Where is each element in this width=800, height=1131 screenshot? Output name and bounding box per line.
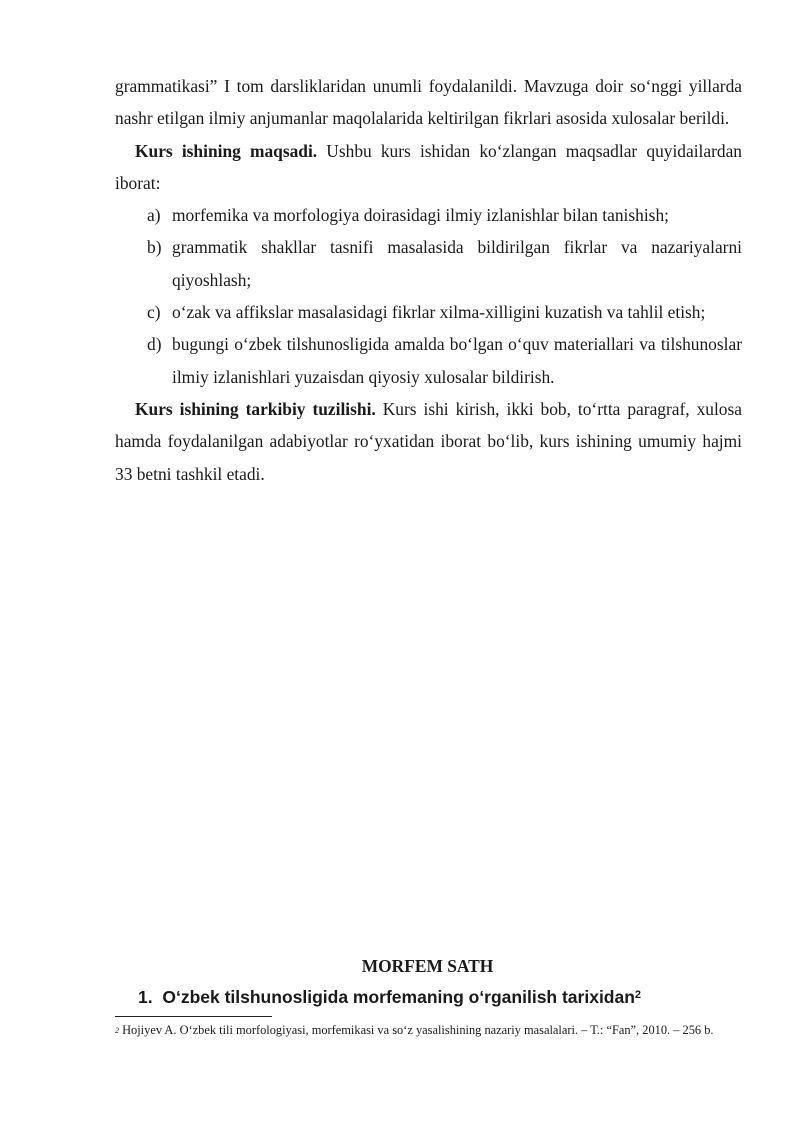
list-marker: b) [147,237,162,258]
list-item [147,296,742,328]
section-number: 1. [138,987,153,1007]
goal-text: Ushbu kurs ishidan ko‘zlangan maqsadlar quyidailardan iborat: [115,140,742,193]
list-item [147,328,742,393]
list-item [147,231,742,296]
list-marker: a) [147,205,161,226]
list-item-text: bugungi o‘zbek tilshunosligida amalda bo‘lgan o‘quv materiallari va tilshunoslar ilmiy izlanishlari yuzaisdan qiyosiy xulosalar bildirish. [172,334,742,387]
structure-paragraph [115,393,742,490]
chapter-heading: MORFEM SATH [361,956,494,976]
list-marker: d) [147,334,162,355]
intro-paragraph: grammatikasi” I tom darsliklaridan unumli foydalanildi. Mavzuga doir so‘nggi yillarda nashr etilgan ilmiy anjumanlar maqolalarida keltirilgan fikrlari asosida xulosalar berildi. [115,76,742,129]
structure-label: Kurs ishining tarkibiy tuzilishi. [135,398,376,419]
section-title: O‘zbek tilshunosligida morfemaning o‘rganilish tarixidan [162,987,635,1007]
footnote-reference[interactable]: 2 [634,989,642,1001]
goal-label: Kurs ishining maqsadi. [135,140,318,161]
goal-paragraph [115,135,742,200]
footnote-marker: 2 [115,1026,119,1035]
footnote-divider [115,1016,272,1017]
list-item [147,199,742,231]
list-item-text: grammatik shakllar tasnifi masalasida bildirilgan fikrlar va nazariyalarni qiyoshlash; [172,237,742,290]
goals-list [115,199,742,393]
section-heading [138,985,738,1009]
list-marker: c) [147,302,161,323]
body-text [115,70,742,490]
footnote-text: Hojiyev A. O‘zbek tili morfologiyasi, morfemikasi va so‘z yasalishining nazariy masalalari. – T.: “Fan”, 2010. – 256 b. [119,1023,714,1037]
list-item-text: o‘zak va affikslar masalasidagi fikrlar xilma-xilligini kuzatish va tahlil etish; [172,302,706,323]
footnote [115,1022,740,1039]
list-item-text: morfemika va morfologiya doirasidagi ilmiy izlanishlar bilan tanishish; [172,205,669,226]
structure-text: Kurs ishi kirish, ikki bob, to‘rtta paragraf, xulosa hamda foydalanilgan adabiyotlar ro‘yxatidan iborat bo‘lib, kurs ishining umumiy hajmi 33 betni tashkil etadi. [115,398,742,484]
